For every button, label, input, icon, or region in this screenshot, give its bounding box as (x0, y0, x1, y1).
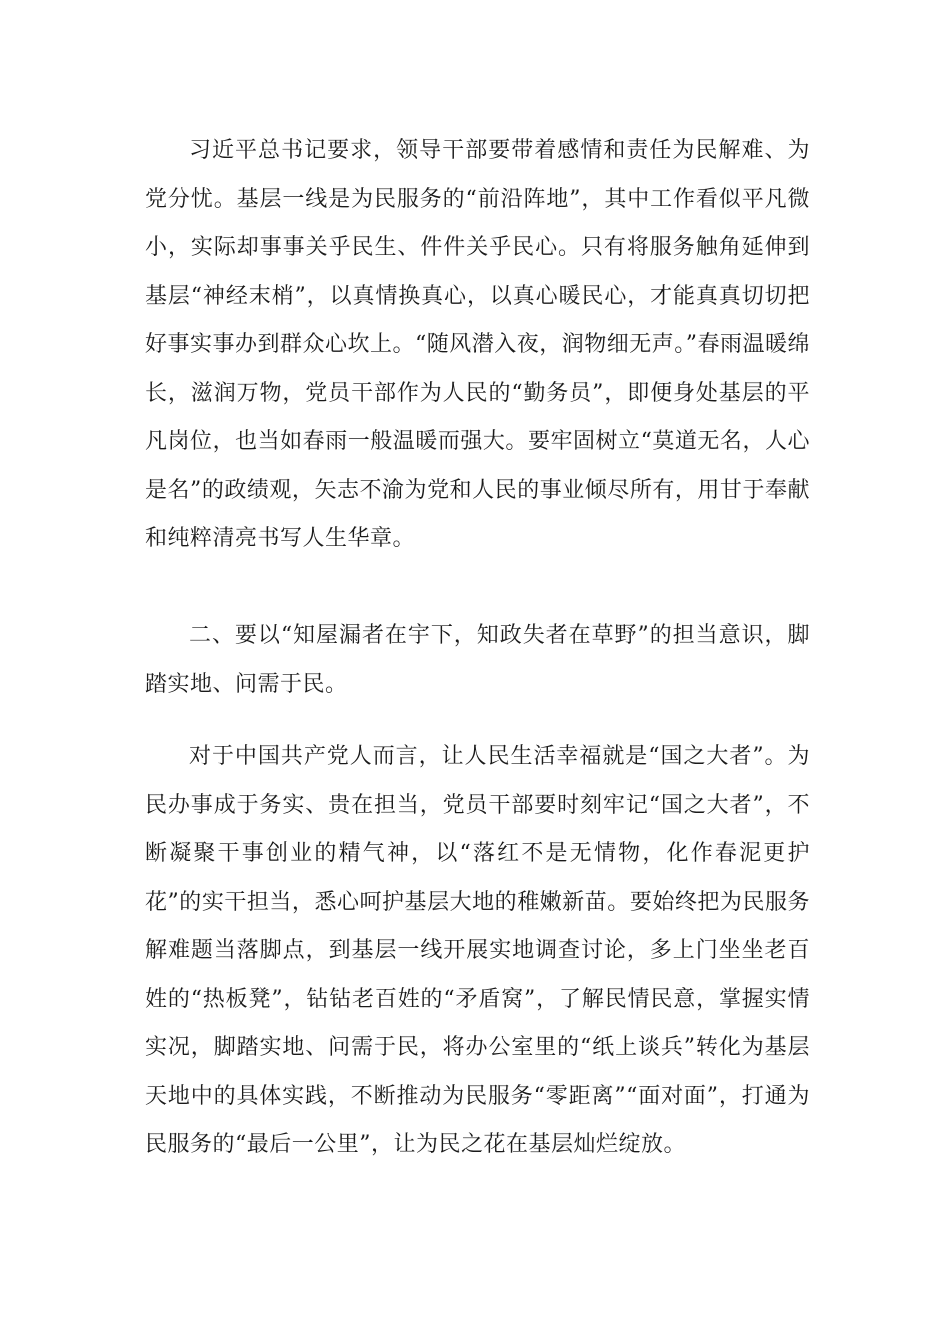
section-heading-2: 二、要以“知屋漏者在宇下，知政失者在草野”的担当意识，脚踏实地、问需于民。 (145, 623, 810, 697)
paragraph-1: 习近平总书记要求，领导干部要带着感情和责任为民解难、为党分忧。基层一线是为民服务的“前沿阵地”，其中工作看似平凡微小，实际却事事关乎民生、件件关乎民心。只有将服务触角延伸到基层“神经末梢”，以真情换真心，以真心暖民心，才能真真切切把好事实事办到群众心坎上。“随风潜入夜，润物细无声。”春雨温暖绵长，滋润万物，党员干部作为人民的“勤务员”，即便身处基层的平凡岗位，也当如春雨一般温暖而强大。要牢固树立“莫道无名，人心是名”的政绩观，矢志不渝为党和人民的事业倾尽所有，用甘于奉献和纯粹清亮书写人生华章。 (145, 138, 810, 551)
paragraph-3: 对于中国共产党人而言，让人民生活幸福就是“国之大者”。为民办事成于务实、贵在担当，党员干部要时刻牢记“国之大者”，不断凝聚干事创业的精气神，以“落红不是无情物，化作春泥更护花”的实干担当，悉心呵护基层大地的稚嫩新苗。要始终把为民服务解难题当落脚点，到基层一线开展实地调查讨论，多上门坐坐老百姓的“热板凳”，钻钻老百姓的“矛盾窝”，了解民情民意，掌握实情实况，脚踏实地、问需于民，将办公室里的“纸上谈兵”转化为基层天地中的具体实践，不断推动为民服务“零距离”“面对面”，打通为民服务的“最后一公里”，让为民之花在基层灿烂绽放。 (145, 744, 810, 1157)
